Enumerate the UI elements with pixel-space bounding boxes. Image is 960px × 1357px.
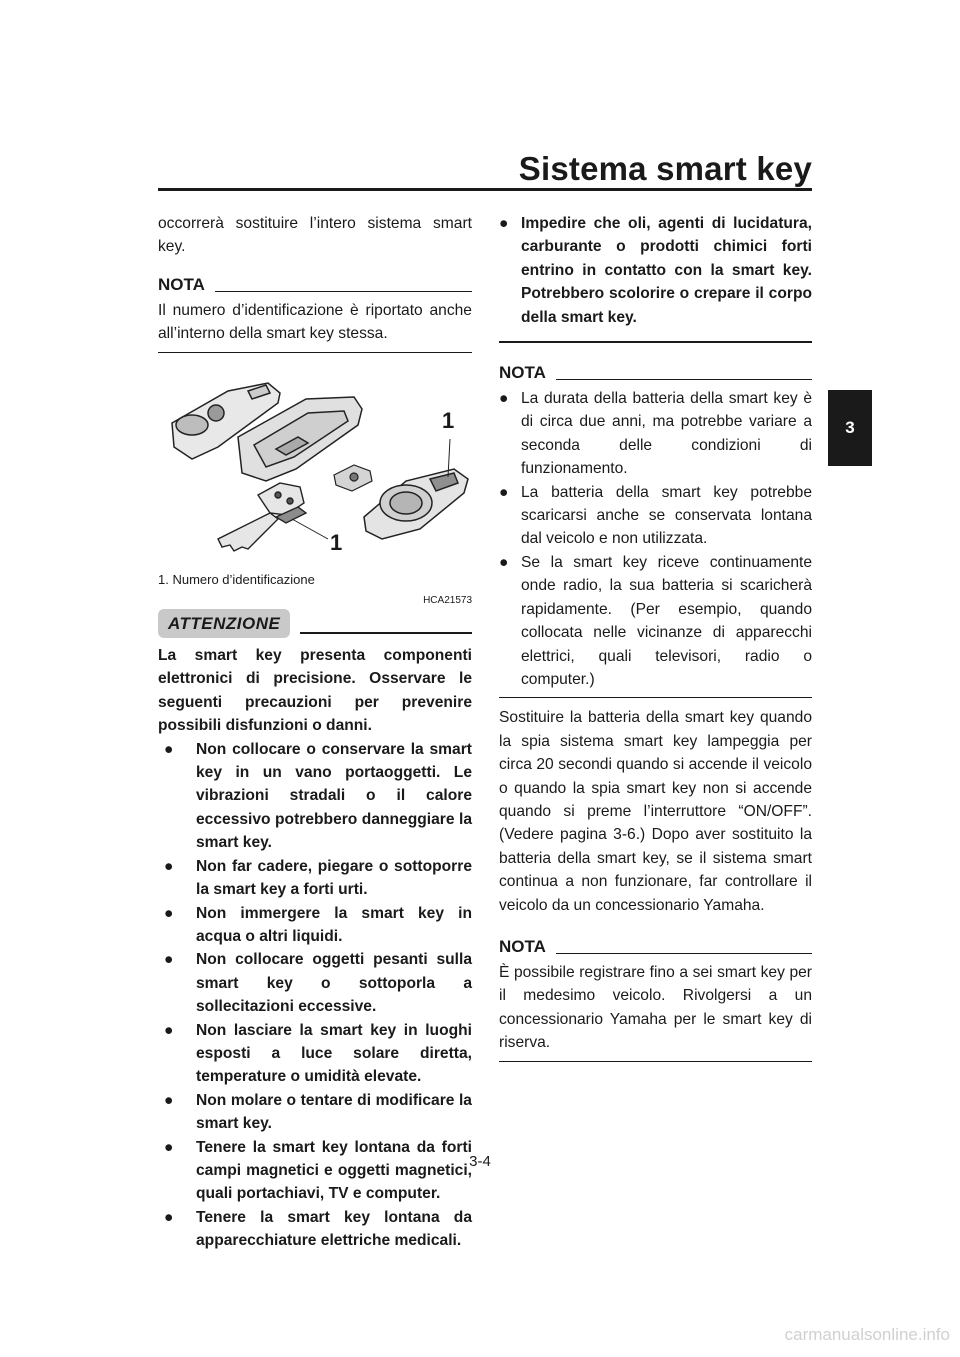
bullet-icon: ● xyxy=(164,1091,174,1109)
warning-intro: La smart key presenta componenti elettronici di precisione. Osservare le seguenti precauzioni per prevenire possibili disfunzioni o danni. xyxy=(158,647,472,735)
warning-code: HCA21573 xyxy=(423,594,472,606)
left-column xyxy=(158,212,472,1253)
note-rule xyxy=(215,291,472,292)
intro-text: occorrerà sostituire l’intero sistema smart key. xyxy=(158,215,472,256)
note-header xyxy=(158,275,472,295)
bullet-icon: ● xyxy=(499,390,509,408)
note-end-rule xyxy=(499,697,812,698)
warning-header xyxy=(158,594,472,638)
bullet-icon: ● xyxy=(164,1208,174,1226)
note-header xyxy=(499,363,812,383)
note-end-rule xyxy=(499,1061,812,1062)
list-item: ● Non immergere la smart key in acqua o altri liquidi. xyxy=(158,902,472,949)
key-button xyxy=(334,465,372,491)
bullet-icon: ● xyxy=(164,1021,174,1039)
callout-line-b xyxy=(292,519,328,539)
callout-label-b: 1 xyxy=(330,529,343,555)
bullet-icon: ● xyxy=(164,857,174,875)
list-item: ● Impedire che oli, agenti di lucidatura, carburante o prodotti chimici forti entrino in contatto con la smart key. Potrebbero scolorire o crepare il corpo della smart key. xyxy=(499,212,812,329)
warning-end-rule xyxy=(499,341,812,343)
note-list xyxy=(499,387,812,691)
warning-list xyxy=(158,738,472,1253)
list-item: ● Tenere la smart key lontana da forti campi magnetici e oggetti magnetici, quali portachiavi, TV e computer. xyxy=(158,1136,472,1206)
list-item: ● Non collocare oggetti pesanti sulla smart key o sottoporla a sollecitazioni eccessive. xyxy=(158,948,472,1018)
list-item: ● Non collocare o conservare la smart key in un vano portaoggetti. Le vibrazioni stradali o il calore eccessivo potrebbero danneggiare la smart key. xyxy=(158,738,472,855)
bullet-icon: ● xyxy=(499,553,509,571)
list-item: ● Se la smart key riceve continuamente onde radio, la sua batteria si scaricherà rapidamente. (Per esempio, quando collocata nelle vicinanze di apparecchi elettrici, quali televisori, radio o computer.) xyxy=(499,551,812,691)
mechanical-key xyxy=(218,483,306,551)
chapter-tab: 3 xyxy=(828,390,872,466)
watermark: carmanualsonline.info xyxy=(784,1325,950,1344)
figure-caption: 1. Numero d’identificazione xyxy=(158,571,315,587)
note-text: Il numero d’identificazione è riportato anche all’interno della smart key stessa. xyxy=(158,301,472,343)
list-item: ● Non lasciare la smart key in luoghi esposti a luce solare diretta, temperature o umidità elevate. xyxy=(158,1019,472,1089)
note-label: NOTA xyxy=(158,274,205,294)
list-item: ● Non far cadere, piegare o sottoporre la smart key a forti urti. xyxy=(158,855,472,902)
warning-label: ATTENZIONE xyxy=(158,609,290,638)
page-title: Sistema smart key xyxy=(518,150,812,187)
smart-key-illustration xyxy=(158,363,472,569)
note-rule xyxy=(556,379,812,380)
list-item: ● La batteria della smart key potrebbe scaricarsi anche se conservata lontana dal veicolo e non utilizzata. xyxy=(499,481,812,551)
battery-paragraph: Sostituire la batteria della smart key quando la spia sistema smart key lampeggia per circa 20 secondi quando si accende il veicolo o quando la spia smart key non si accende quando si preme l’interruttore “ON/OFF”. (Vedere pagina 3-6.) Dopo aver sostituito la batteria della smart key, se il sistema smart continua a non funzionare, far controllare il veicolo da un concessionario Yamaha. xyxy=(499,709,812,914)
note-rule xyxy=(556,953,812,954)
right-column xyxy=(499,212,812,1062)
note-text: È possibile registrare fino a sei smart key per il medesimo veicolo. Rivolgersi a un concessionario Yamaha per le smart key di riserva. xyxy=(499,963,812,1052)
note-end-rule xyxy=(158,352,472,353)
note-header xyxy=(499,937,812,957)
warning-list-continued xyxy=(499,212,812,329)
bullet-icon: ● xyxy=(164,904,174,922)
note-label: NOTA xyxy=(499,936,546,956)
bullet-icon: ● xyxy=(164,740,174,758)
bullet-icon: ● xyxy=(164,951,174,969)
page-number: 3-4 xyxy=(469,1153,491,1170)
bullet-icon: ● xyxy=(164,1138,174,1156)
warning-rule xyxy=(300,632,472,634)
key-battery-holder xyxy=(364,469,468,539)
callout-label-a: 1 xyxy=(442,407,455,433)
list-item: ● Tenere la smart key lontana da apparecchiature elettriche medicali. xyxy=(158,1206,472,1253)
smart-key-figure xyxy=(158,363,472,569)
list-item: ● Non molare o tentare di modificare la smart key. xyxy=(158,1089,472,1136)
bullet-icon: ● xyxy=(499,483,509,501)
title-rule xyxy=(158,188,812,191)
note-label: NOTA xyxy=(499,363,546,383)
list-item: ● La durata della batteria della smart key è di circa due anni, ma potrebbe variare a seconda delle condizioni di funzionamento. xyxy=(499,387,812,481)
bullet-icon: ● xyxy=(499,215,509,232)
